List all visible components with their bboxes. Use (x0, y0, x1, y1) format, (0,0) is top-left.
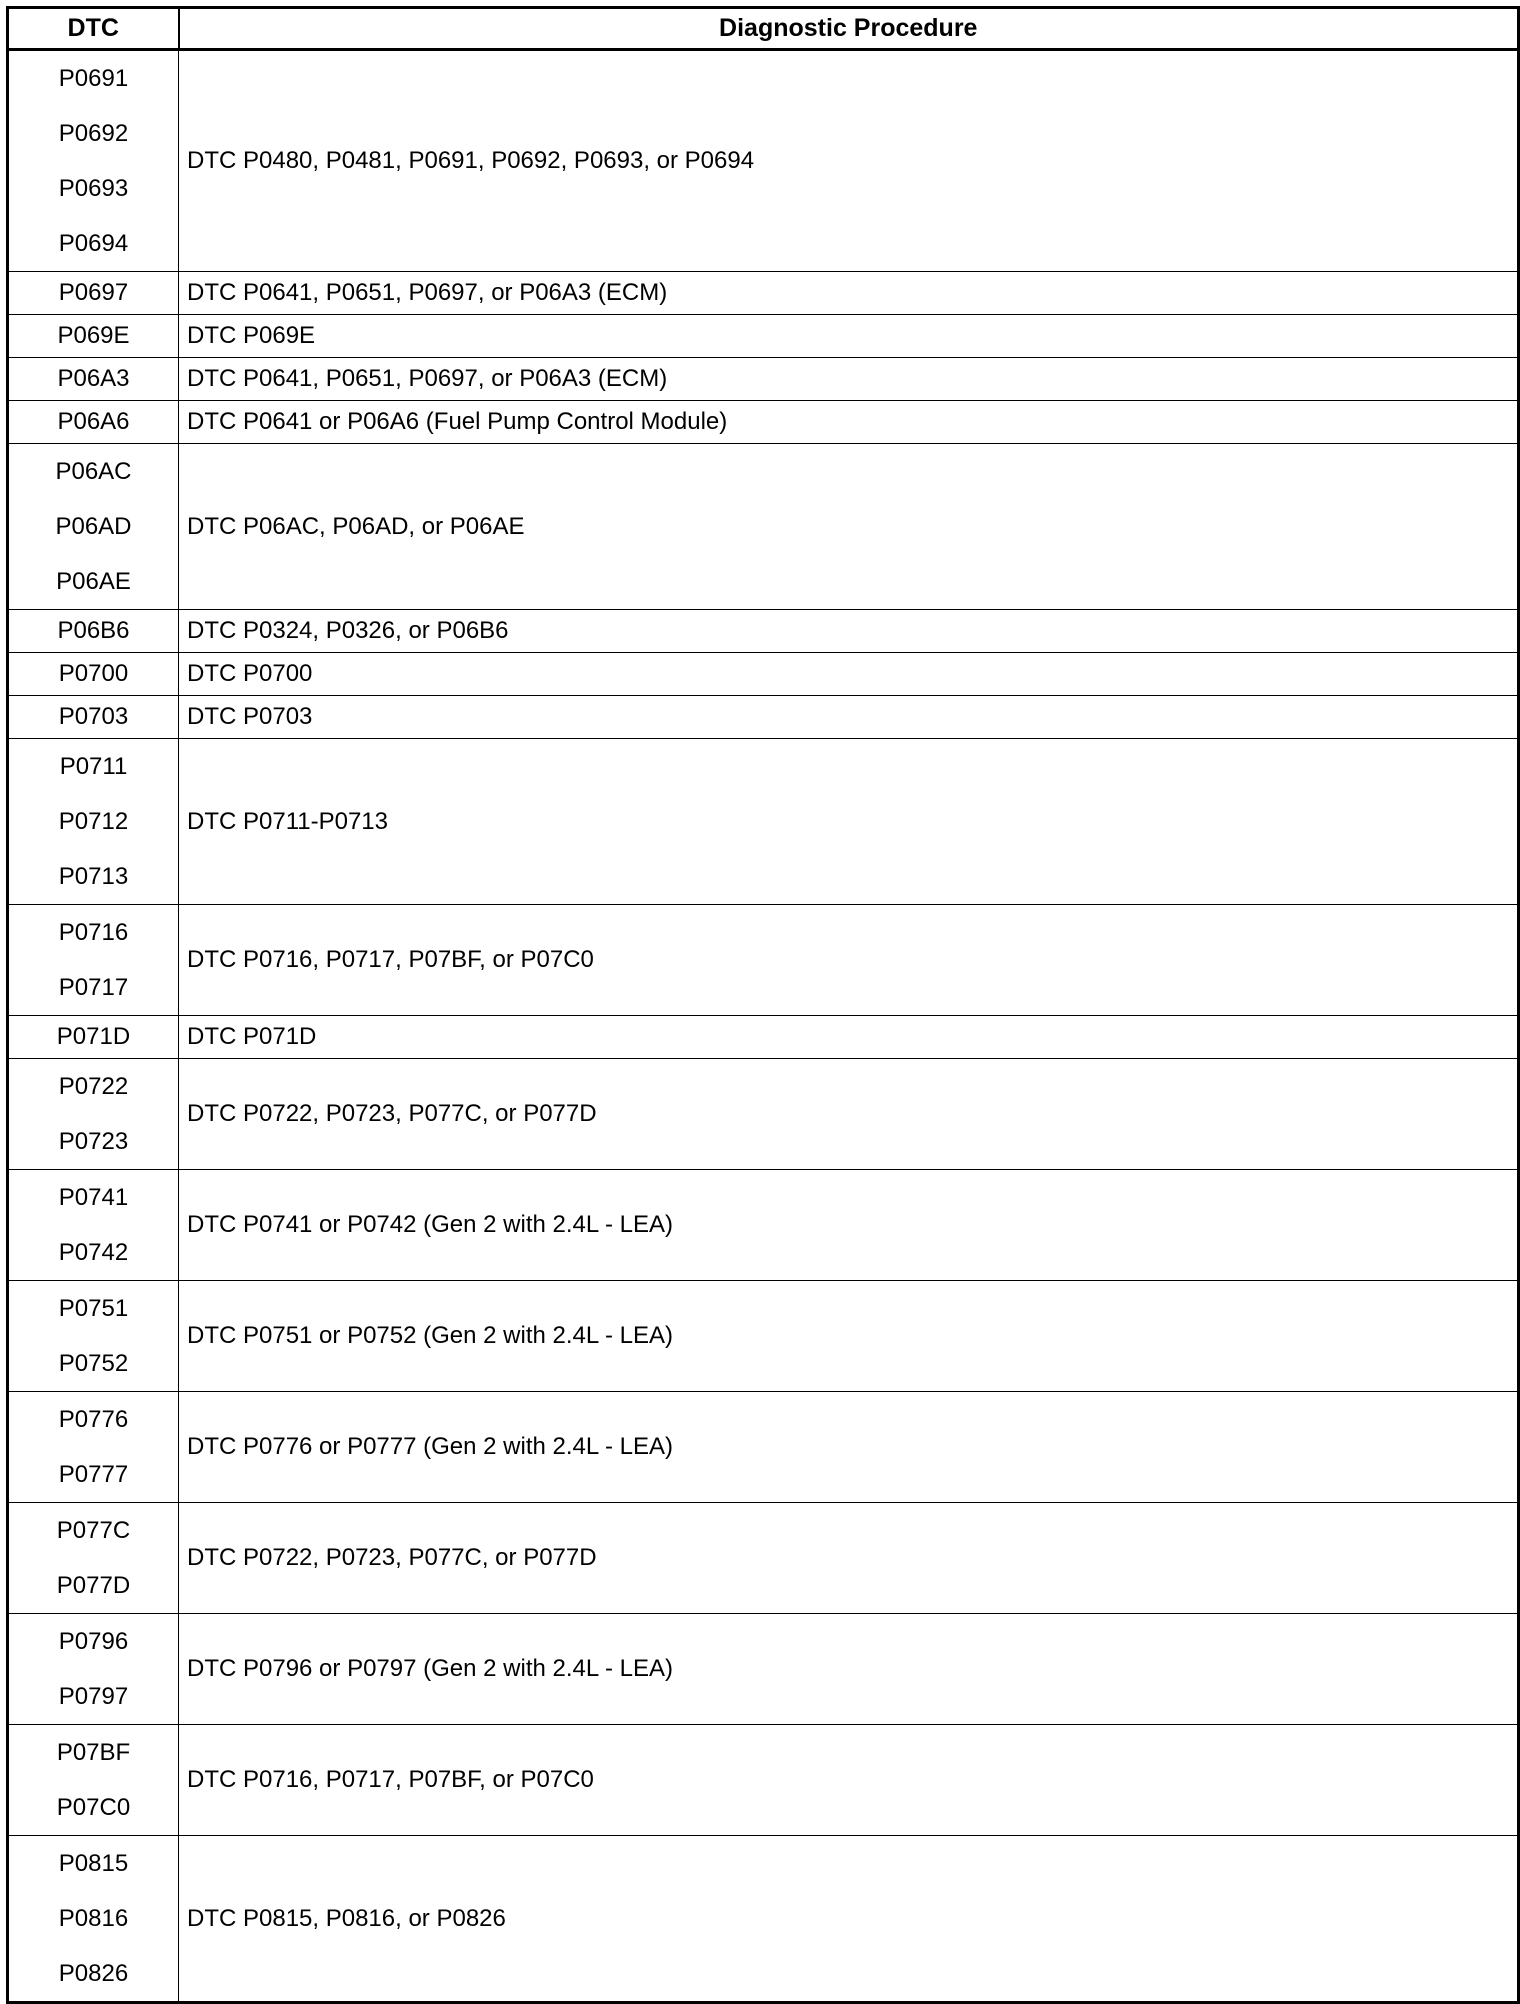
dtc-code: P071D (56, 1023, 131, 1050)
procedure-cell: DTC P0480, P0481, P0691, P0692, P0693, or P0694 (179, 50, 1519, 272)
dtc-code: P06A6 (57, 408, 130, 435)
dtc-code: P0776 (58, 1406, 129, 1433)
dtc-code: P0691 (58, 65, 129, 92)
dtc-code: P0700 (58, 660, 129, 687)
dtc-cell (8, 1016, 179, 1059)
dtc-code: P0713 (58, 863, 129, 890)
dtc-code: P0826 (58, 1960, 129, 1987)
dtc-cell (8, 1170, 179, 1281)
table-row (8, 272, 1519, 315)
table-body (8, 50, 1519, 2003)
dtc-code: P0711 (59, 753, 128, 780)
procedure-column-header: Diagnostic Procedure (179, 8, 1519, 50)
dtc-column-header: DTC (8, 8, 179, 50)
procedure-cell: DTC P0796 or P0797 (Gen 2 with 2.4L - LEA) (179, 1614, 1519, 1725)
dtc-cell (8, 1725, 179, 1836)
procedure-cell: DTC P0741 or P0742 (Gen 2 with 2.4L - LEA) (179, 1170, 1519, 1281)
dtc-cell (8, 1281, 179, 1392)
dtc-code: P06A3 (57, 365, 130, 392)
dtc-code: P0815 (58, 1850, 129, 1877)
dtc-code: P0693 (58, 175, 129, 202)
dtc-cell (8, 696, 179, 739)
table-row (8, 444, 1519, 610)
procedure-cell: DTC P0716, P0717, P07BF, or P07C0 (179, 905, 1519, 1016)
dtc-cell (8, 444, 179, 610)
dtc-cell (8, 1503, 179, 1614)
dtc-cell (8, 1392, 179, 1503)
dtc-cell (8, 1059, 179, 1170)
procedure-cell: DTC P0703 (179, 696, 1519, 739)
dtc-cell (8, 50, 179, 272)
table-row (8, 1503, 1519, 1614)
table-row (8, 1392, 1519, 1503)
dtc-code: P0777 (58, 1461, 129, 1488)
dtc-cell (8, 653, 179, 696)
dtc-cell (8, 401, 179, 444)
dtc-code: P0722 (58, 1073, 129, 1100)
table-row (8, 696, 1519, 739)
dtc-code: P0703 (58, 703, 129, 730)
dtc-code: P0741 (58, 1184, 129, 1211)
dtc-cell (8, 610, 179, 653)
table-row (8, 1725, 1519, 1836)
dtc-code: P06AD (55, 513, 132, 540)
procedure-cell: DTC P0815, P0816, or P0826 (179, 1836, 1519, 2003)
dtc-code: P0692 (58, 120, 129, 147)
dtc-code: P0712 (58, 808, 129, 835)
dtc-cell (8, 905, 179, 1016)
table-row (8, 1016, 1519, 1059)
table-row (8, 1836, 1519, 2003)
table-row (8, 1281, 1519, 1392)
table-row (8, 50, 1519, 272)
table-row (8, 358, 1519, 401)
dtc-code: P0752 (58, 1350, 129, 1377)
procedure-cell: DTC P0641 or P06A6 (Fuel Pump Control Module) (179, 401, 1519, 444)
dtc-code: P0751 (58, 1295, 129, 1322)
table-row (8, 1170, 1519, 1281)
procedure-cell: DTC P069E (179, 315, 1519, 358)
procedure-cell: DTC P06AC, P06AD, or P06AE (179, 444, 1519, 610)
procedure-cell: DTC P0700 (179, 653, 1519, 696)
procedure-cell: DTC P0722, P0723, P077C, or P077D (179, 1503, 1519, 1614)
dtc-cell (8, 1836, 179, 2003)
dtc-table (6, 6, 1520, 2004)
dtc-code: P0742 (58, 1239, 129, 1266)
dtc-code: P0716 (58, 919, 129, 946)
dtc-code: P0796 (58, 1628, 129, 1655)
dtc-cell (8, 315, 179, 358)
dtc-code: P077D (56, 1572, 131, 1599)
procedure-cell: DTC P0324, P0326, or P06B6 (179, 610, 1519, 653)
dtc-code: P07C0 (56, 1794, 131, 1821)
table-row (8, 1059, 1519, 1170)
procedure-cell: DTC P0776 or P0777 (Gen 2 with 2.4L - LEA) (179, 1392, 1519, 1503)
dtc-code: P069E (57, 322, 130, 349)
procedure-cell: DTC P0641, P0651, P0697, or P06A3 (ECM) (179, 358, 1519, 401)
dtc-code: P06AE (56, 568, 131, 595)
procedure-cell: DTC P071D (179, 1016, 1519, 1059)
dtc-cell (8, 1614, 179, 1725)
dtc-cell (8, 358, 179, 401)
dtc-code: P077C (56, 1517, 131, 1544)
table-row (8, 905, 1519, 1016)
table-row (8, 610, 1519, 653)
dtc-code: P0816 (58, 1905, 129, 1932)
table-row (8, 401, 1519, 444)
dtc-code: P06B6 (57, 617, 130, 644)
dtc-code: P0694 (58, 230, 129, 257)
header-row (8, 8, 1519, 50)
procedure-cell: DTC P0641, P0651, P0697, or P06A3 (ECM) (179, 272, 1519, 315)
dtc-code: P0797 (58, 1683, 129, 1710)
dtc-code: P0723 (58, 1128, 129, 1155)
table-row (8, 653, 1519, 696)
procedure-cell: DTC P0716, P0717, P07BF, or P07C0 (179, 1725, 1519, 1836)
dtc-code: P0717 (58, 974, 129, 1001)
table-row (8, 739, 1519, 905)
dtc-cell (8, 739, 179, 905)
procedure-cell: DTC P0722, P0723, P077C, or P077D (179, 1059, 1519, 1170)
dtc-code: P0697 (58, 279, 129, 306)
procedure-cell: DTC P0711-P0713 (179, 739, 1519, 905)
procedure-cell: DTC P0751 or P0752 (Gen 2 with 2.4L - LEA) (179, 1281, 1519, 1392)
dtc-code: P07BF (56, 1739, 131, 1766)
table-row (8, 1614, 1519, 1725)
table-row (8, 315, 1519, 358)
dtc-code: P06AC (55, 458, 132, 485)
dtc-cell (8, 272, 179, 315)
